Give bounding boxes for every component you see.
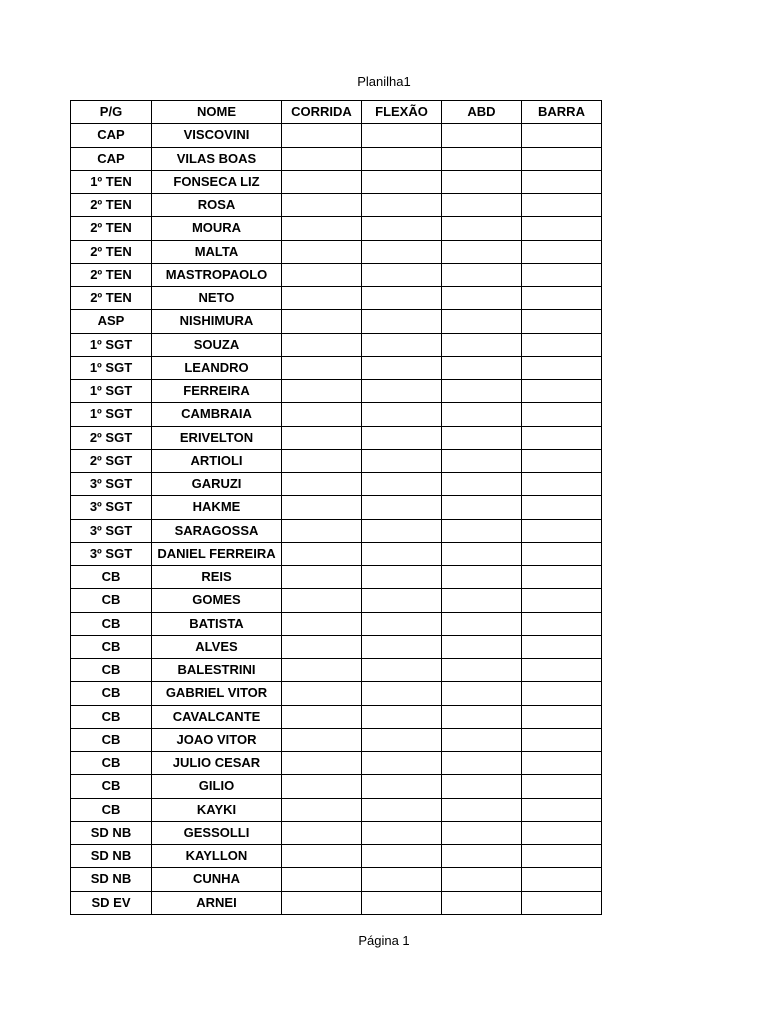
cell-barra — [522, 728, 602, 751]
cell-pg: 1º SGT — [71, 356, 152, 379]
cell-barra — [522, 705, 602, 728]
table-row — [71, 333, 602, 356]
cell-pg: 2º SGT — [71, 426, 152, 449]
header-corrida: CORRIDA — [282, 101, 362, 124]
cell-flexao — [362, 519, 442, 542]
cell-pg: 2º TEN — [71, 287, 152, 310]
cell-abd — [442, 845, 522, 868]
sheet-title: Planilha1 — [357, 74, 411, 89]
cell-pg: 2º SGT — [71, 449, 152, 472]
cell-nome: CAMBRAIA — [152, 403, 282, 426]
cell-nome: SARAGOSSA — [152, 519, 282, 542]
cell-nome: NETO — [152, 287, 282, 310]
cell-barra — [522, 845, 602, 868]
cell-abd — [442, 380, 522, 403]
cell-nome: ROSA — [152, 194, 282, 217]
cell-pg: 3º SGT — [71, 496, 152, 519]
cell-barra — [522, 194, 602, 217]
cell-pg: 1º SGT — [71, 403, 152, 426]
roster-table — [70, 100, 602, 915]
table-row — [71, 635, 602, 658]
header-pg: P/G — [71, 101, 152, 124]
cell-barra — [522, 635, 602, 658]
cell-nome: CAVALCANTE — [152, 705, 282, 728]
table-row — [71, 868, 602, 891]
cell-flexao — [362, 449, 442, 472]
cell-pg: SD NB — [71, 821, 152, 844]
table-row — [71, 356, 602, 379]
table-row — [71, 566, 602, 589]
cell-nome: CUNHA — [152, 868, 282, 891]
cell-barra — [522, 821, 602, 844]
cell-abd — [442, 240, 522, 263]
cell-flexao — [362, 659, 442, 682]
cell-flexao — [362, 263, 442, 286]
cell-abd — [442, 682, 522, 705]
roster-body — [71, 124, 602, 915]
cell-corrida — [282, 473, 362, 496]
cell-pg: 3º SGT — [71, 519, 152, 542]
cell-barra — [522, 589, 602, 612]
cell-barra — [522, 659, 602, 682]
cell-abd — [442, 170, 522, 193]
cell-corrida — [282, 496, 362, 519]
cell-barra — [522, 868, 602, 891]
cell-corrida — [282, 612, 362, 635]
table-row — [71, 496, 602, 519]
page-footer: Página 1 — [358, 933, 410, 948]
cell-pg: CB — [71, 566, 152, 589]
cell-barra — [522, 542, 602, 565]
cell-flexao — [362, 217, 442, 240]
cell-abd — [442, 798, 522, 821]
table-row — [71, 240, 602, 263]
cell-barra — [522, 566, 602, 589]
cell-corrida — [282, 263, 362, 286]
cell-flexao — [362, 682, 442, 705]
cell-abd — [442, 542, 522, 565]
cell-flexao — [362, 775, 442, 798]
cell-flexao — [362, 868, 442, 891]
cell-corrida — [282, 728, 362, 751]
cell-flexao — [362, 194, 442, 217]
cell-corrida — [282, 124, 362, 147]
table-row — [71, 449, 602, 472]
cell-abd — [442, 659, 522, 682]
cell-abd — [442, 287, 522, 310]
cell-nome: LEANDRO — [152, 356, 282, 379]
cell-flexao — [362, 821, 442, 844]
cell-flexao — [362, 333, 442, 356]
table-row — [71, 752, 602, 775]
cell-pg: 2º TEN — [71, 240, 152, 263]
cell-abd — [442, 821, 522, 844]
cell-corrida — [282, 426, 362, 449]
cell-pg: SD EV — [71, 891, 152, 914]
cell-barra — [522, 496, 602, 519]
cell-barra — [522, 798, 602, 821]
cell-barra — [522, 263, 602, 286]
cell-nome: FONSECA LIZ — [152, 170, 282, 193]
header-row — [71, 101, 602, 124]
cell-nome: JOAO VITOR — [152, 728, 282, 751]
table-row — [71, 380, 602, 403]
cell-corrida — [282, 310, 362, 333]
header-barra: BARRA — [522, 101, 602, 124]
cell-corrida — [282, 403, 362, 426]
cell-pg: 2º TEN — [71, 194, 152, 217]
cell-corrida — [282, 380, 362, 403]
table-row — [71, 798, 602, 821]
cell-abd — [442, 775, 522, 798]
table-row — [71, 217, 602, 240]
cell-corrida — [282, 170, 362, 193]
cell-pg: 1º SGT — [71, 333, 152, 356]
cell-corrida — [282, 775, 362, 798]
cell-corrida — [282, 217, 362, 240]
cell-abd — [442, 868, 522, 891]
table-row — [71, 124, 602, 147]
cell-pg: CB — [71, 659, 152, 682]
cell-abd — [442, 194, 522, 217]
cell-flexao — [362, 124, 442, 147]
cell-barra — [522, 147, 602, 170]
cell-corrida — [282, 682, 362, 705]
cell-nome: VILAS BOAS — [152, 147, 282, 170]
cell-barra — [522, 310, 602, 333]
table-row — [71, 612, 602, 635]
cell-corrida — [282, 194, 362, 217]
cell-flexao — [362, 798, 442, 821]
cell-pg: 3º SGT — [71, 542, 152, 565]
cell-abd — [442, 496, 522, 519]
cell-barra — [522, 217, 602, 240]
header-nome: NOME — [152, 101, 282, 124]
cell-corrida — [282, 449, 362, 472]
cell-corrida — [282, 589, 362, 612]
cell-abd — [442, 612, 522, 635]
table-row — [71, 519, 602, 542]
table-row — [71, 194, 602, 217]
cell-pg: 3º SGT — [71, 473, 152, 496]
cell-pg: CB — [71, 705, 152, 728]
cell-pg: SD NB — [71, 868, 152, 891]
cell-nome: REIS — [152, 566, 282, 589]
cell-abd — [442, 519, 522, 542]
cell-nome: GESSOLLI — [152, 821, 282, 844]
cell-flexao — [362, 589, 442, 612]
cell-pg: CB — [71, 612, 152, 635]
table-row — [71, 542, 602, 565]
table-row — [71, 147, 602, 170]
cell-flexao — [362, 147, 442, 170]
cell-corrida — [282, 566, 362, 589]
cell-barra — [522, 380, 602, 403]
cell-flexao — [362, 705, 442, 728]
cell-barra — [522, 891, 602, 914]
cell-barra — [522, 682, 602, 705]
cell-nome: MOURA — [152, 217, 282, 240]
cell-corrida — [282, 287, 362, 310]
cell-pg: SD NB — [71, 845, 152, 868]
cell-pg: 1º SGT — [71, 380, 152, 403]
header-abd: ABD — [442, 101, 522, 124]
table-row — [71, 775, 602, 798]
cell-nome: JULIO CESAR — [152, 752, 282, 775]
cell-barra — [522, 356, 602, 379]
header-flexao: FLEXÃO — [362, 101, 442, 124]
cell-abd — [442, 473, 522, 496]
cell-nome: BATISTA — [152, 612, 282, 635]
table-row — [71, 426, 602, 449]
cell-barra — [522, 333, 602, 356]
cell-corrida — [282, 635, 362, 658]
cell-abd — [442, 263, 522, 286]
cell-pg: 1º TEN — [71, 170, 152, 193]
cell-nome: GOMES — [152, 589, 282, 612]
cell-pg: CAP — [71, 147, 152, 170]
cell-barra — [522, 449, 602, 472]
cell-nome: VISCOVINI — [152, 124, 282, 147]
cell-abd — [442, 705, 522, 728]
table-row — [71, 845, 602, 868]
cell-pg: 2º TEN — [71, 217, 152, 240]
cell-barra — [522, 240, 602, 263]
cell-nome: SOUZA — [152, 333, 282, 356]
cell-pg: CAP — [71, 124, 152, 147]
cell-pg: CB — [71, 752, 152, 775]
cell-corrida — [282, 356, 362, 379]
cell-abd — [442, 589, 522, 612]
table-row — [71, 310, 602, 333]
cell-corrida — [282, 798, 362, 821]
cell-nome: GABRIEL VITOR — [152, 682, 282, 705]
cell-nome: ERIVELTON — [152, 426, 282, 449]
cell-nome: BALESTRINI — [152, 659, 282, 682]
cell-corrida — [282, 147, 362, 170]
cell-flexao — [362, 287, 442, 310]
cell-nome: ARTIOLI — [152, 449, 282, 472]
cell-nome: ALVES — [152, 635, 282, 658]
cell-pg: CB — [71, 635, 152, 658]
cell-barra — [522, 403, 602, 426]
cell-pg: CB — [71, 682, 152, 705]
cell-flexao — [362, 542, 442, 565]
table-row — [71, 589, 602, 612]
cell-abd — [442, 728, 522, 751]
cell-abd — [442, 635, 522, 658]
table-row — [71, 473, 602, 496]
cell-barra — [522, 170, 602, 193]
cell-corrida — [282, 821, 362, 844]
cell-flexao — [362, 496, 442, 519]
cell-flexao — [362, 310, 442, 333]
table-row — [71, 821, 602, 844]
cell-flexao — [362, 170, 442, 193]
cell-corrida — [282, 519, 362, 542]
cell-barra — [522, 426, 602, 449]
cell-flexao — [362, 612, 442, 635]
cell-flexao — [362, 380, 442, 403]
cell-nome: MASTROPAOLO — [152, 263, 282, 286]
table-row — [71, 705, 602, 728]
cell-abd — [442, 333, 522, 356]
cell-pg: ASP — [71, 310, 152, 333]
cell-corrida — [282, 705, 362, 728]
cell-corrida — [282, 542, 362, 565]
cell-abd — [442, 356, 522, 379]
cell-flexao — [362, 728, 442, 751]
cell-corrida — [282, 868, 362, 891]
cell-barra — [522, 519, 602, 542]
cell-pg: CB — [71, 589, 152, 612]
cell-flexao — [362, 473, 442, 496]
cell-pg: 2º TEN — [71, 263, 152, 286]
cell-pg: CB — [71, 775, 152, 798]
cell-abd — [442, 752, 522, 775]
cell-corrida — [282, 240, 362, 263]
cell-flexao — [362, 426, 442, 449]
cell-nome: HAKME — [152, 496, 282, 519]
table-row — [71, 287, 602, 310]
cell-barra — [522, 775, 602, 798]
cell-corrida — [282, 891, 362, 914]
table-row — [71, 728, 602, 751]
cell-abd — [442, 426, 522, 449]
table-row — [71, 403, 602, 426]
cell-corrida — [282, 333, 362, 356]
cell-pg: CB — [71, 728, 152, 751]
cell-barra — [522, 287, 602, 310]
cell-abd — [442, 217, 522, 240]
cell-corrida — [282, 659, 362, 682]
cell-nome: GILIO — [152, 775, 282, 798]
cell-flexao — [362, 566, 442, 589]
cell-nome: MALTA — [152, 240, 282, 263]
cell-pg: CB — [71, 798, 152, 821]
cell-nome: NISHIMURA — [152, 310, 282, 333]
cell-nome: ARNEI — [152, 891, 282, 914]
cell-flexao — [362, 845, 442, 868]
table-row — [71, 682, 602, 705]
cell-corrida — [282, 752, 362, 775]
table-row — [71, 263, 602, 286]
cell-flexao — [362, 240, 442, 263]
cell-flexao — [362, 752, 442, 775]
cell-flexao — [362, 635, 442, 658]
table-row — [71, 170, 602, 193]
cell-corrida — [282, 845, 362, 868]
cell-abd — [442, 310, 522, 333]
cell-abd — [442, 891, 522, 914]
cell-nome: GARUZI — [152, 473, 282, 496]
cell-nome: FERREIRA — [152, 380, 282, 403]
cell-barra — [522, 612, 602, 635]
table-row — [71, 891, 602, 914]
cell-barra — [522, 473, 602, 496]
table-row — [71, 659, 602, 682]
cell-flexao — [362, 891, 442, 914]
cell-abd — [442, 449, 522, 472]
cell-abd — [442, 403, 522, 426]
cell-barra — [522, 124, 602, 147]
cell-nome: KAYLLON — [152, 845, 282, 868]
cell-abd — [442, 147, 522, 170]
cell-flexao — [362, 356, 442, 379]
cell-barra — [522, 752, 602, 775]
cell-nome: DANIEL FERREIRA — [152, 542, 282, 565]
cell-abd — [442, 124, 522, 147]
cell-flexao — [362, 403, 442, 426]
cell-abd — [442, 566, 522, 589]
cell-nome: KAYKI — [152, 798, 282, 821]
